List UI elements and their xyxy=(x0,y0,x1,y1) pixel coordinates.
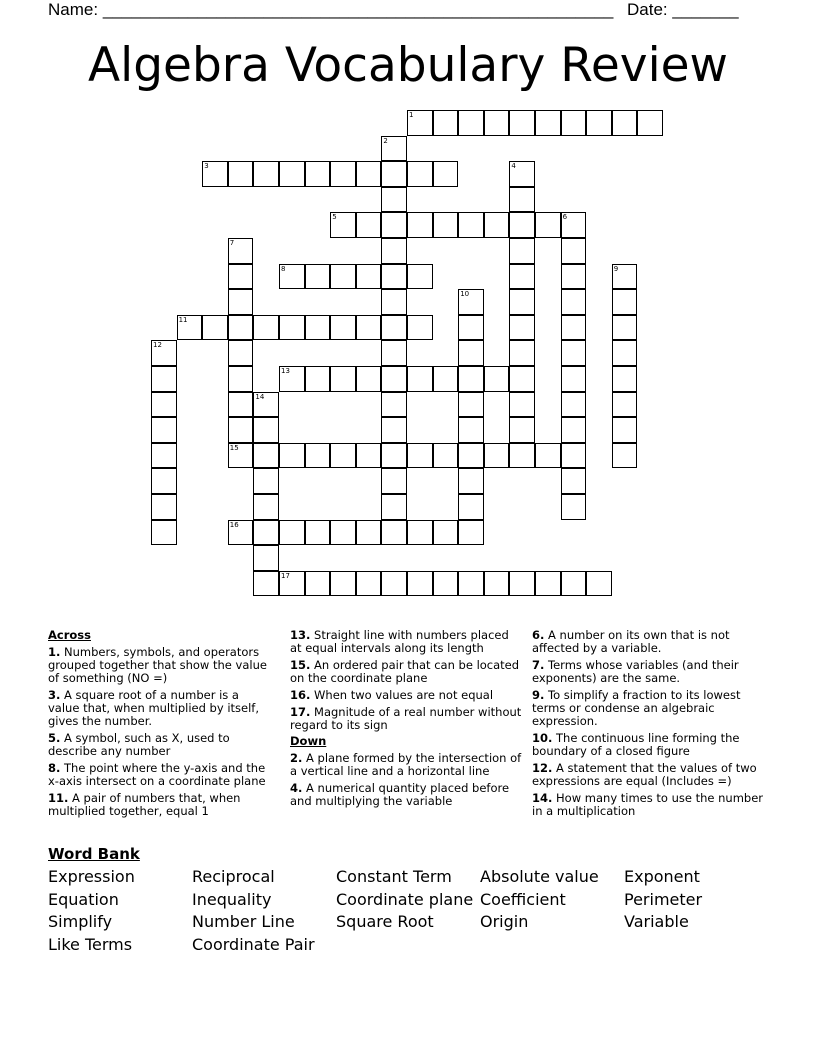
crossword-cell[interactable] xyxy=(253,545,279,571)
crossword-cell[interactable] xyxy=(458,571,484,597)
clue-across-16 xyxy=(290,689,522,702)
crossword-cell[interactable] xyxy=(433,520,459,546)
crossword-cell[interactable] xyxy=(612,289,638,315)
crossword-cell[interactable] xyxy=(151,366,177,392)
crossword-cell[interactable] xyxy=(228,315,254,341)
name-label: Name: xyxy=(48,0,99,19)
clue-down-10 xyxy=(532,732,764,758)
clue-number: 15. xyxy=(290,658,311,672)
word-bank-item: Inequality xyxy=(192,889,272,909)
crossword-cell[interactable] xyxy=(612,443,638,469)
clue-down-14 xyxy=(532,792,764,818)
crossword-cell[interactable] xyxy=(407,264,433,290)
word-bank-item: Coordinate plane xyxy=(336,889,474,909)
crossword-cell[interactable] xyxy=(356,366,382,392)
clue-number-label: 12 xyxy=(153,341,162,350)
clue-number: 4. xyxy=(290,781,303,795)
crossword-cell[interactable] xyxy=(407,161,433,187)
crossword-cell[interactable] xyxy=(612,315,638,341)
crossword-cell[interactable] xyxy=(279,161,305,187)
word-bank-item: Absolute value xyxy=(480,867,599,886)
clue-number-label: 16 xyxy=(229,520,239,529)
crossword-cell[interactable] xyxy=(305,264,331,290)
crossword-cell[interactable] xyxy=(330,443,356,469)
down-heading: Down xyxy=(290,734,327,748)
crossword-cell[interactable] xyxy=(253,494,279,520)
clue-number: 10. xyxy=(532,731,553,745)
clue-text: Straight line with numbers placed at equal intervals along its length xyxy=(290,628,509,655)
crossword-cell[interactable] xyxy=(458,494,484,520)
clue-text: A symbol, such as X, used to describe any number xyxy=(48,731,230,758)
crossword-cell[interactable] xyxy=(433,571,459,597)
crossword-cell[interactable] xyxy=(561,289,587,315)
across-heading: Across xyxy=(48,628,91,642)
crossword-cell[interactable] xyxy=(381,392,407,418)
crossword-cell[interactable] xyxy=(151,392,177,418)
crossword-cell[interactable] xyxy=(407,520,433,546)
date-line: _______ xyxy=(672,0,739,19)
clue-down-9 xyxy=(532,689,764,728)
clue-text: A number on its own that is not affected by a variable. xyxy=(532,628,730,655)
crossword-cell[interactable] xyxy=(228,417,254,443)
crossword-cell[interactable] xyxy=(509,110,535,136)
clue-number-label: 7 xyxy=(229,239,235,247)
crossword-cell[interactable] xyxy=(484,443,510,469)
clue-number-label: 8 xyxy=(281,264,286,273)
clue-text: An ordered pair that can be located on the coordinate plane xyxy=(290,658,520,685)
crossword-cell[interactable] xyxy=(407,443,433,469)
crossword-cell[interactable] xyxy=(228,161,254,187)
clue-text: Terms whose variables (and their exponents) are the same. xyxy=(532,658,739,685)
crossword-cell[interactable] xyxy=(381,571,407,597)
crossword-cell[interactable] xyxy=(612,392,638,418)
clue-number: 11. xyxy=(48,791,69,805)
clue-number-label: 10 xyxy=(460,290,470,299)
clue-across-17 xyxy=(290,706,522,732)
crossword-cell[interactable] xyxy=(356,264,382,290)
crossword-cell[interactable] xyxy=(612,417,638,443)
crossword-cell[interactable] xyxy=(535,212,561,238)
crossword-cell[interactable] xyxy=(535,443,561,469)
word-bank-item: Square Root xyxy=(336,912,434,932)
crossword-cell[interactable] xyxy=(381,494,407,520)
crossword-cell[interactable] xyxy=(151,443,177,469)
clue-down-12 xyxy=(532,762,764,788)
word-bank-item: Equation xyxy=(48,889,119,909)
crossword-cell[interactable] xyxy=(202,315,228,341)
clue-number-label: 4 xyxy=(511,162,516,171)
crossword-cell[interactable] xyxy=(253,571,279,597)
clue-number: 3. xyxy=(48,688,61,702)
word-bank-item: Perimeter xyxy=(624,889,703,909)
clue-number-label: 6 xyxy=(562,213,568,222)
crossword-cell[interactable] xyxy=(253,443,279,469)
crossword-cell[interactable] xyxy=(279,520,305,546)
crossword-cell[interactable] xyxy=(381,340,407,366)
crossword-cell[interactable] xyxy=(612,366,638,392)
crossword-cell[interactable] xyxy=(458,340,484,366)
crossword-cell[interactable] xyxy=(253,468,279,494)
crossword-cell[interactable] xyxy=(381,264,407,290)
crossword-cell[interactable] xyxy=(381,520,407,546)
crossword-cell[interactable] xyxy=(561,238,587,264)
clue-down-2 xyxy=(290,752,522,778)
clue-number: 6. xyxy=(532,628,545,642)
clue-text: A statement that the values of two expressions are equal (Includes =) xyxy=(532,761,757,788)
crossword-cell[interactable] xyxy=(509,392,535,418)
crossword-cell[interactable] xyxy=(509,315,535,341)
clue-number-label: 5 xyxy=(332,213,337,222)
crossword-cell[interactable] xyxy=(407,315,433,341)
word-bank-item: Expression xyxy=(48,867,135,886)
clue-text: A plane formed by the intersection of a vertical line and a horizontal line xyxy=(290,751,522,778)
clue-number: 2. xyxy=(290,751,303,765)
clue-number: 17. xyxy=(290,705,311,719)
crossword-cell[interactable] xyxy=(458,110,484,136)
clue-across-13 xyxy=(290,629,522,655)
crossword-cell[interactable] xyxy=(356,443,382,469)
crossword-cell[interactable] xyxy=(433,110,459,136)
crossword-cell[interactable] xyxy=(561,340,587,366)
clue-number: 9. xyxy=(532,688,545,702)
word-bank-item: Origin xyxy=(480,912,529,932)
clue-number: 14. xyxy=(532,791,553,805)
crossword-cell[interactable] xyxy=(612,110,638,136)
crossword-cell[interactable] xyxy=(253,315,279,341)
crossword-cell[interactable] xyxy=(509,212,535,238)
clue-number-label: 1 xyxy=(409,111,414,119)
crossword-cell[interactable] xyxy=(228,289,254,315)
crossword-cell[interactable] xyxy=(151,494,177,520)
clues-right-column xyxy=(532,629,764,822)
crossword-cell[interactable] xyxy=(509,366,535,392)
crossword-cell[interactable] xyxy=(330,571,356,597)
crossword-cell[interactable] xyxy=(561,392,587,418)
clue-number-label: 3 xyxy=(204,162,209,171)
crossword-cell[interactable] xyxy=(381,443,407,469)
crossword-cell[interactable] xyxy=(561,264,587,290)
crossword-cell[interactable] xyxy=(356,315,382,341)
crossword-cell[interactable] xyxy=(151,468,177,494)
crossword-cell[interactable] xyxy=(586,110,612,136)
word-bank-item: Number Line xyxy=(192,912,295,932)
word-bank-item: Coordinate Pair xyxy=(192,935,315,955)
crossword-cell[interactable] xyxy=(458,468,484,494)
crossword-cell[interactable] xyxy=(509,571,535,597)
word-bank-item: Reciprocal xyxy=(192,867,275,886)
crossword-cell[interactable] xyxy=(561,571,587,597)
clue-across-11 xyxy=(48,792,274,818)
crossword-cell[interactable] xyxy=(253,161,279,187)
crossword-cell[interactable] xyxy=(458,520,484,546)
clue-number-label: 15 xyxy=(229,443,239,452)
crossword-cell[interactable] xyxy=(509,417,535,443)
crossword-cell[interactable] xyxy=(305,161,331,187)
crossword-cell[interactable] xyxy=(381,468,407,494)
clue-number: 7. xyxy=(532,658,545,672)
clue-number: 16. xyxy=(290,688,311,702)
clue-text: A numerical quantity placed before and multiplying the variable xyxy=(290,781,510,808)
clue-number: 1. xyxy=(48,645,61,659)
clue-across-15 xyxy=(290,659,522,685)
crossword-cell[interactable] xyxy=(253,520,279,546)
crossword-cell[interactable] xyxy=(356,161,382,187)
word-bank-title: Word Bank xyxy=(48,845,140,863)
crossword-cell[interactable] xyxy=(509,187,535,213)
page-title: Algebra Vocabulary Review xyxy=(87,38,728,93)
crossword-cell[interactable] xyxy=(305,443,331,469)
crossword-cell[interactable] xyxy=(509,340,535,366)
crossword-cell[interactable] xyxy=(305,520,331,546)
crossword-cell[interactable] xyxy=(433,366,459,392)
crossword-cell[interactable] xyxy=(509,264,535,290)
crossword-cell[interactable] xyxy=(484,366,510,392)
word-bank xyxy=(48,867,768,956)
clue-text: Numbers, symbols, and operators grouped together that show the value of something (NO =) xyxy=(48,645,267,685)
crossword-cell[interactable] xyxy=(561,315,587,341)
crossword-cell[interactable] xyxy=(535,110,561,136)
crossword-cell[interactable] xyxy=(356,520,382,546)
crossword-cell[interactable] xyxy=(484,571,510,597)
crossword-cell[interactable] xyxy=(458,417,484,443)
crossword-cell[interactable] xyxy=(356,212,382,238)
crossword-cell[interactable] xyxy=(381,187,407,213)
name-line: ______________________________________________________ xyxy=(102,0,614,19)
crossword-cell[interactable] xyxy=(458,366,484,392)
word-bank-item: Variable xyxy=(624,912,689,932)
crossword-cell[interactable] xyxy=(458,443,484,469)
crossword-cell[interactable] xyxy=(381,417,407,443)
crossword-cell[interactable] xyxy=(433,443,459,469)
crossword-cell[interactable] xyxy=(228,392,254,418)
crossword-cell[interactable] xyxy=(586,571,612,597)
crossword-cell[interactable] xyxy=(279,443,305,469)
crossword-cell[interactable] xyxy=(458,315,484,341)
crossword-cell[interactable] xyxy=(561,443,587,469)
crossword-cell[interactable] xyxy=(535,571,561,597)
crossword-cell[interactable] xyxy=(381,238,407,264)
word-bank-item: Constant Term xyxy=(336,867,452,886)
clue-text: The continuous line forming the boundary of a closed figure xyxy=(532,731,740,758)
crossword-cell[interactable] xyxy=(484,212,510,238)
crossword-cell[interactable] xyxy=(228,340,254,366)
clues-across-column xyxy=(48,629,274,822)
clue-across-1 xyxy=(48,646,274,685)
crossword-cell[interactable] xyxy=(612,340,638,366)
crossword-cell[interactable] xyxy=(151,520,177,546)
crossword-cell[interactable] xyxy=(561,417,587,443)
crossword-cell[interactable] xyxy=(407,571,433,597)
crossword-cell[interactable] xyxy=(509,238,535,264)
crossword-cell[interactable] xyxy=(151,417,177,443)
crossword-cell[interactable] xyxy=(381,366,407,392)
crossword-cell[interactable] xyxy=(279,315,305,341)
clue-number-label: 2 xyxy=(383,136,388,145)
word-bank-item: Simplify xyxy=(48,912,113,932)
crossword-cell[interactable] xyxy=(637,110,663,136)
crossword-cell[interactable] xyxy=(330,315,356,341)
word-bank-item: Coefficient xyxy=(480,889,566,909)
clue-number-label: 11 xyxy=(178,315,188,324)
crossword-cell[interactable] xyxy=(561,110,587,136)
crossword-cell[interactable] xyxy=(356,571,382,597)
crossword-cell[interactable] xyxy=(407,366,433,392)
crossword-cell[interactable] xyxy=(509,289,535,315)
crossword-cell[interactable] xyxy=(381,315,407,341)
crossword-cell[interactable] xyxy=(228,264,254,290)
crossword-cell[interactable] xyxy=(330,264,356,290)
clue-across-8 xyxy=(48,762,274,788)
crossword-cell[interactable] xyxy=(407,212,433,238)
clue-text: The point where the y-axis and the x-axis intersect on a coordinate plane xyxy=(48,761,266,788)
crossword-cell[interactable] xyxy=(484,110,510,136)
clue-down-6 xyxy=(532,629,764,655)
clue-text: How many times to use the number in a multiplication xyxy=(532,791,764,818)
clue-text: When two values are not equal xyxy=(314,688,494,702)
crossword-cell[interactable] xyxy=(381,289,407,315)
clue-text: To simplify a fraction to its lowest terms or condense an algebraic expression. xyxy=(532,688,741,728)
crossword-cell[interactable] xyxy=(253,417,279,443)
clue-down-7 xyxy=(532,659,764,685)
crossword-cell[interactable] xyxy=(330,366,356,392)
crossword-cell[interactable] xyxy=(330,520,356,546)
clue-number: 8. xyxy=(48,761,61,775)
crossword-cell[interactable] xyxy=(305,571,331,597)
crossword-cell[interactable] xyxy=(381,212,407,238)
clue-text: A square root of a number is a value that, when multiplied by itself, gives the number. xyxy=(48,688,259,728)
clue-down-4 xyxy=(290,782,522,808)
clue-number: 12. xyxy=(532,761,553,775)
date-label: Date: xyxy=(627,0,668,19)
clue-number-label: 9 xyxy=(613,264,619,273)
clue-across-5 xyxy=(48,732,274,758)
crossword-cell[interactable] xyxy=(561,366,587,392)
clue-number-label: 13 xyxy=(281,367,290,375)
word-bank-item: Like Terms xyxy=(48,935,133,955)
crossword-cell[interactable] xyxy=(305,315,331,341)
clue-number-label: 14 xyxy=(255,392,265,401)
crossword-cell[interactable] xyxy=(330,161,356,187)
clue-number-label: 17 xyxy=(281,571,290,580)
crossword-cell[interactable] xyxy=(228,366,254,392)
crossword-cell[interactable] xyxy=(561,494,587,520)
crossword-cell[interactable] xyxy=(305,366,331,392)
clues-middle-column xyxy=(290,629,522,812)
crossword-cell[interactable] xyxy=(458,212,484,238)
clue-text: Magnitude of a real number without regard to its sign xyxy=(290,705,522,732)
crossword-cell[interactable] xyxy=(458,392,484,418)
crossword-cell[interactable] xyxy=(381,161,407,187)
crossword-cell[interactable] xyxy=(561,468,587,494)
crossword-cell[interactable] xyxy=(433,161,459,187)
crossword-cell[interactable] xyxy=(509,443,535,469)
crossword-cell[interactable] xyxy=(433,212,459,238)
clue-text: A pair of numbers that, when multiplied together, equal 1 xyxy=(48,791,241,818)
clue-across-3 xyxy=(48,689,274,728)
word-bank-item: Exponent xyxy=(624,867,700,886)
clue-number: 13. xyxy=(290,628,311,642)
clue-number: 5. xyxy=(48,731,61,745)
